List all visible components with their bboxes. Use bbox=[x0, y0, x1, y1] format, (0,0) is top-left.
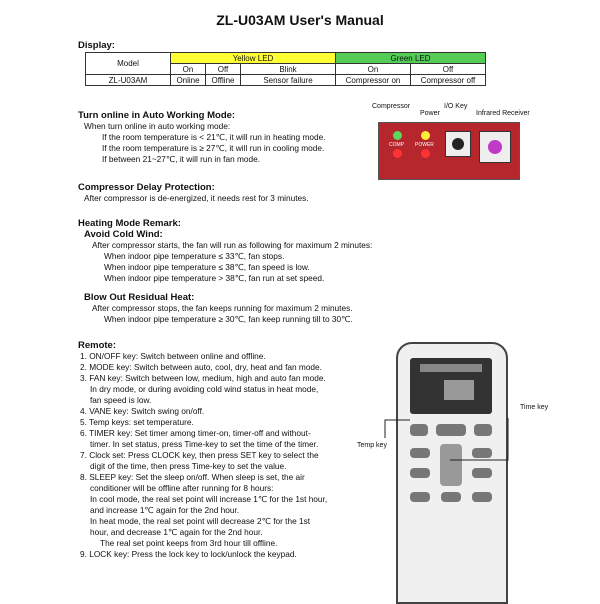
yellow-led-header: Yellow LED bbox=[171, 53, 336, 64]
temp-key-label: Temp key bbox=[357, 442, 387, 449]
delay-heading: Compressor Delay Protection: bbox=[78, 182, 215, 193]
col-on: On bbox=[171, 64, 206, 75]
compressor-label: Compressor bbox=[372, 103, 411, 110]
col-off-green: Off bbox=[411, 64, 486, 75]
power-led-red bbox=[421, 149, 430, 158]
value-compressor-on: Compressor on bbox=[336, 75, 411, 86]
infrared-icon bbox=[488, 140, 502, 154]
remote-item: 9. LOCK key: Press the lock key to lock/unlock the keypad. bbox=[80, 549, 297, 559]
value-offline: Offline bbox=[206, 75, 241, 86]
remote-item: fan speed is low. bbox=[90, 395, 152, 405]
remote-item: 5. Temp keys: set temperature. bbox=[80, 417, 194, 427]
remote-item: conditioner will be offline after running for 8 hours: bbox=[90, 483, 274, 493]
power-label: Power bbox=[420, 110, 440, 117]
remote-item: 2. MODE key: Switch between auto, cool, dry, heat and fan mode. bbox=[80, 362, 322, 372]
remote-item: 7. Clock set: Press CLOCK key, then press SET key to select the bbox=[80, 450, 319, 460]
heating-line: After compressor starts, the fan will run as following for maximum 2 minutes: bbox=[92, 240, 373, 250]
temp-up-button[interactable] bbox=[474, 424, 492, 436]
clock-button[interactable] bbox=[410, 492, 430, 502]
heating-line: When indoor pipe temperature ≤ 33℃, fan stops. bbox=[104, 251, 285, 261]
remote-item: In dry mode, or during avoiding cold wind status in heat mode, bbox=[90, 384, 319, 394]
time-key-label: Time key bbox=[520, 404, 549, 411]
remote-item: 6. TIMER key: Set timer among timer-on, timer-off and without- bbox=[80, 428, 311, 438]
power-led-label: POWER bbox=[415, 142, 434, 148]
heating-line: When indoor pipe temperature ≤ 38℃, fan speed is low. bbox=[104, 262, 310, 272]
lcd-icons bbox=[420, 364, 482, 372]
temp-down-button[interactable] bbox=[410, 424, 428, 436]
value-sensor-failure: Sensor failure bbox=[241, 75, 336, 86]
remote-item: In heat mode, the real set point will decrease 2℃ for the 1st bbox=[90, 516, 311, 526]
delay-text: After compressor is de-energized, it needs rest for 3 minutes. bbox=[84, 193, 309, 203]
comp-led-red bbox=[393, 149, 402, 158]
comp-led bbox=[393, 131, 402, 140]
heating-heading: Heating Mode Remark: bbox=[78, 218, 181, 229]
infrared-receiver bbox=[479, 131, 511, 163]
sleep-button[interactable] bbox=[441, 492, 461, 502]
remote-illustration bbox=[396, 342, 508, 604]
col-blink: Blink bbox=[241, 64, 336, 75]
io-key-icon bbox=[452, 138, 464, 150]
page-title: ZL-U03AM User's Manual bbox=[216, 12, 384, 28]
col-on-green: On bbox=[336, 64, 411, 75]
auto-line: If the room temperature is < 21℃, it will run in heating mode. bbox=[102, 132, 326, 142]
fan-button[interactable] bbox=[472, 448, 492, 458]
avoid-cold-wind-text bbox=[92, 240, 372, 284]
timer-button[interactable] bbox=[472, 468, 492, 478]
remote-item: timer. In set status, press Time-key to set the time of the timer. bbox=[90, 439, 319, 449]
heating-line: When indoor pipe temperature ≥ 30℃, fan keep running till to 30℃. bbox=[104, 314, 353, 324]
model-value: ZL-U03AM bbox=[86, 75, 171, 86]
vane-button[interactable] bbox=[410, 468, 430, 478]
power-led bbox=[421, 131, 430, 140]
remote-items bbox=[80, 351, 380, 560]
auto-mode-heading: Turn online in Auto Working Mode: bbox=[78, 110, 236, 121]
time-key-button[interactable] bbox=[440, 444, 462, 486]
display-table bbox=[85, 52, 486, 86]
col-off: Off bbox=[206, 64, 241, 75]
value-compressor-off: Compressor off bbox=[411, 75, 486, 86]
auto-line: If between 21~27℃, it will run in fan mode. bbox=[102, 154, 261, 164]
auto-line: If the room temperature is ≥ 27℃, it will run in cooling mode. bbox=[102, 143, 325, 153]
mode-button[interactable] bbox=[410, 448, 430, 458]
io-key-label: I/O Key bbox=[444, 103, 468, 110]
remote-lcd bbox=[410, 358, 492, 414]
remote-item: The real set point keeps from 3rd hour till offline. bbox=[100, 538, 278, 548]
remote-item: 4. VANE key: Switch swing on/off. bbox=[80, 406, 205, 416]
display-heading: Display: bbox=[78, 40, 115, 51]
heating-line: After compressor stops, the fan keeps running for maximum 2 minutes. bbox=[92, 303, 353, 313]
heating-line: When indoor pipe temperature > 38℃, fan run at set speed. bbox=[104, 273, 325, 283]
infrared-label: Infrared Receiver bbox=[476, 110, 530, 117]
remote-item: 3. FAN key: Switch between low, medium, high and auto fan mode. bbox=[80, 373, 326, 383]
blow-out-heading: Blow Out Residual Heat: bbox=[84, 292, 195, 303]
io-key-button[interactable] bbox=[445, 131, 471, 157]
avoid-cold-wind-heading: Avoid Cold Wind: bbox=[84, 229, 163, 240]
green-led-header: Green LED bbox=[336, 53, 486, 64]
remote-item: hour, and decrease 1℃ again for the 2nd hour. bbox=[90, 527, 263, 537]
remote-heading: Remote: bbox=[78, 340, 117, 351]
blow-out-text bbox=[92, 303, 353, 325]
auto-mode-text bbox=[84, 121, 326, 165]
value-online: Online bbox=[171, 75, 206, 86]
remote-item: and increase 1℃ again for the 2nd hour. bbox=[90, 505, 240, 515]
comp-led-label: COMP bbox=[389, 142, 404, 148]
auto-line: When turn online in auto working mode: bbox=[84, 121, 231, 131]
remote-item: digit of the time, then press Time-key to set the value. bbox=[90, 461, 287, 471]
remote-item: In cool mode, the real set point will increase 1℃ for the 1st hour, bbox=[90, 494, 328, 504]
lock-button[interactable] bbox=[472, 492, 492, 502]
model-header: Model bbox=[86, 53, 171, 75]
remote-item: 8. SLEEP key: Set the sleep on/off. When sleep is set, the air bbox=[80, 472, 305, 482]
on-off-button[interactable] bbox=[436, 424, 466, 436]
indicator-panel bbox=[378, 122, 520, 180]
lcd-digits bbox=[444, 380, 474, 400]
remote-item: 1. ON/OFF key: Switch between online and offline. bbox=[80, 351, 266, 361]
